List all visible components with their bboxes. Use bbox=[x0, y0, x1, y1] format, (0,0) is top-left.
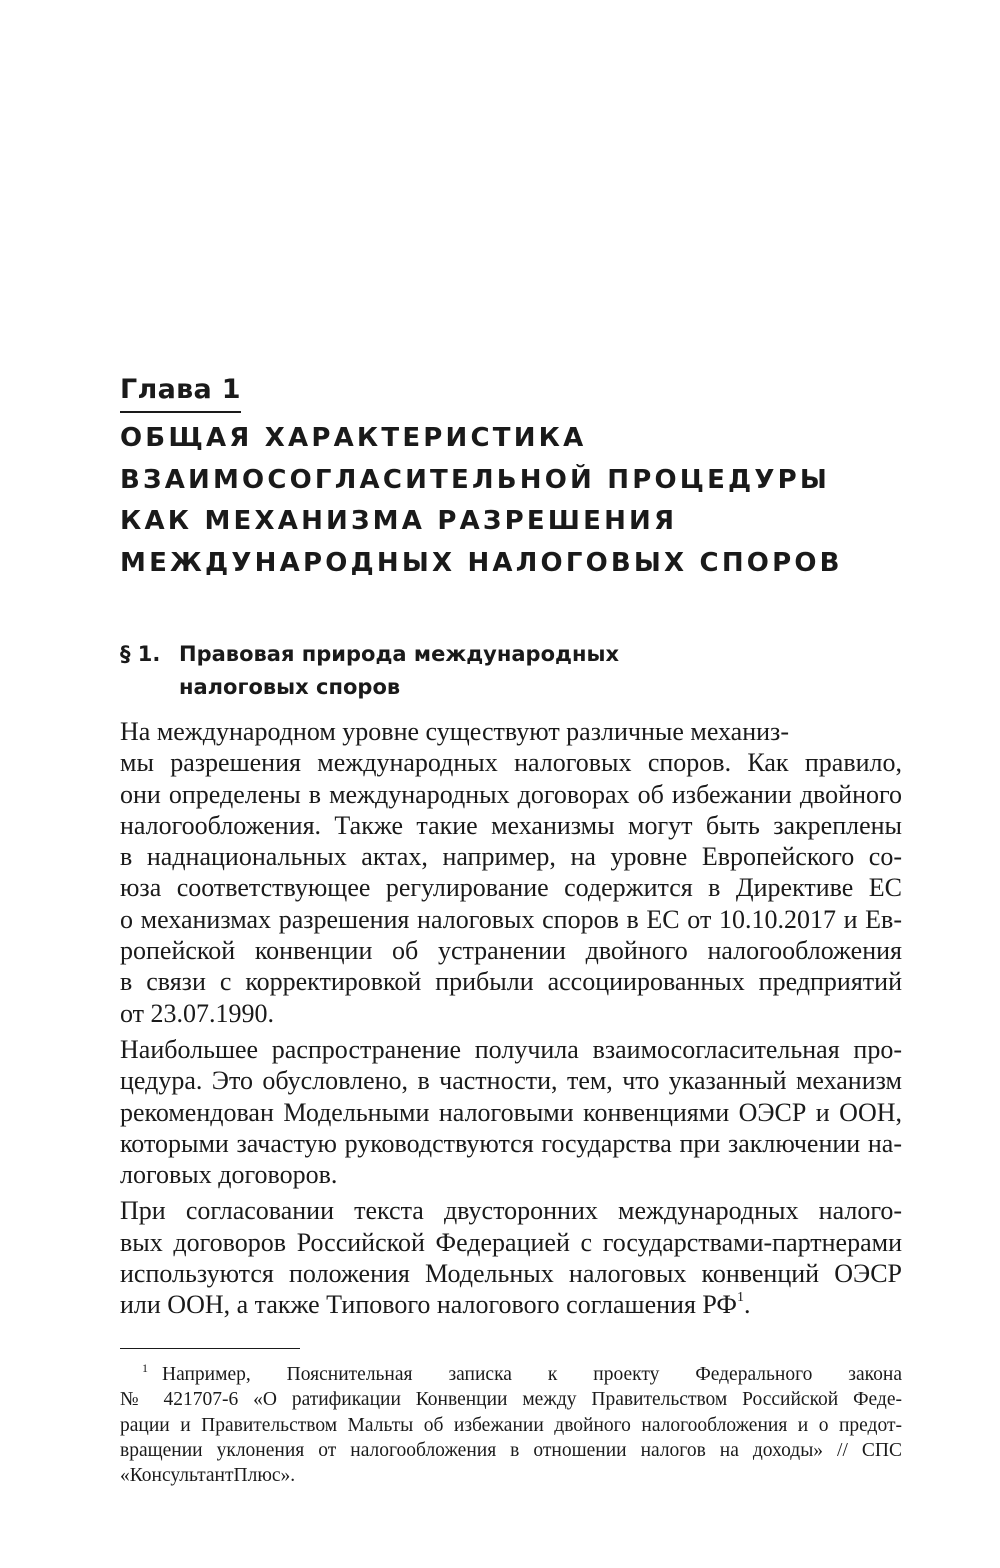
section-heading bbox=[120, 638, 900, 704]
text-line: рекомендован Модельными налоговыми конвенциями ОЭСР и ООН, bbox=[120, 1097, 902, 1127]
text-line: от 23.07.1990. bbox=[120, 998, 275, 1028]
footnote-mark: 1 bbox=[142, 1361, 148, 1375]
paragraph-1 bbox=[120, 716, 902, 1029]
chapter-title-line: МЕЖДУНАРОДНЫХ НАЛОГОВЫХ СПОРОВ bbox=[120, 547, 843, 578]
footnote-line bbox=[120, 1362, 902, 1387]
text-line: Наибольшее распространение получила взаимосогласительная про- bbox=[120, 1034, 902, 1064]
chapter-title-line: КАК МЕХАНИЗМА РАЗРЕШЕНИЯ bbox=[120, 506, 678, 536]
paragraph-2 bbox=[120, 1034, 902, 1190]
section-title-line: Правовая природа международных bbox=[179, 642, 620, 666]
footnote bbox=[120, 1362, 902, 1488]
section-title-line: налоговых споров bbox=[179, 675, 401, 699]
footnote-line: «КонсультантПлюс». bbox=[120, 1465, 296, 1487]
footnote-reference[interactable]: 1 bbox=[736, 1290, 744, 1306]
chapter-title-line: ВЗАИМОСОГЛАСИТЕЛЬНОЙ ПРОЦЕДУРЫ bbox=[120, 464, 831, 495]
text-line: налогообложения. Также такие механизмы могут быть закреплены bbox=[120, 810, 902, 840]
body-text bbox=[120, 716, 902, 1326]
text-line: мы разрешения международных налоговых споров. Как правило, bbox=[120, 748, 902, 778]
chapter-label: Глава 1 bbox=[120, 372, 241, 413]
text-line: которыми зачастую руководствуются государства при заключении на- bbox=[120, 1128, 902, 1158]
text-line: На международном уровне существуют различные механиз- bbox=[120, 717, 789, 746]
footnote-divider bbox=[120, 1348, 300, 1349]
text-line: в связи с корректировкой прибыли ассоциированных предприятий bbox=[120, 967, 902, 997]
section-title bbox=[179, 638, 900, 704]
text-line: логовых договоров. bbox=[120, 1160, 338, 1190]
chapter-title bbox=[120, 418, 920, 584]
text-line: ропейской конвенции об устранении двойного налогообложения bbox=[120, 936, 902, 966]
text-line: о механизмах разрешения налоговых споров в ЕС от 10.10.2017 и Ев- bbox=[120, 904, 902, 934]
text-line-with-footnote bbox=[120, 1289, 902, 1320]
text-line: юза соответствующее регулирование содержится в Директиве ЕС bbox=[120, 873, 902, 903]
text-line: в наднациональных актах, например, на уровне Европейского со- bbox=[120, 842, 902, 872]
text-line: используются положения Модельных налоговых конвенций ОЭСР bbox=[120, 1259, 902, 1289]
sentence-end: . bbox=[743, 1290, 751, 1320]
paragraph-3 bbox=[120, 1195, 902, 1320]
text-line: цедура. Это обусловлено, в частности, тем, что указанный механизм bbox=[120, 1066, 902, 1096]
footnote-line: № 421707-6 «О ратификации Конвенции между Правительством Российской Феде- bbox=[120, 1389, 902, 1411]
footnote-text: Например, Пояснительная записка к проекту Федерального закона bbox=[162, 1364, 902, 1385]
text-line: При согласовании текста двусторонних международных налого- bbox=[120, 1196, 902, 1226]
chapter-title-line: ОБЩАЯ ХАРАКТЕРИСТИКА bbox=[120, 423, 587, 453]
text-line: или ООН, а также Типового налогового соглашения РФ bbox=[120, 1290, 737, 1320]
footnote-line: вращении уклонения от налогообложения в отношении налогов на доходы» // СПС bbox=[120, 1439, 902, 1461]
text-line: они определены в международных договорах об избежании двойного bbox=[120, 779, 902, 809]
text-line: вых договоров Российской Федерацией с государствами-партнерами bbox=[120, 1227, 902, 1257]
section-number: § 1. bbox=[120, 642, 161, 666]
footnote-line: рации и Правительством Мальты об избежании двойного налогообложения и о предот- bbox=[120, 1414, 902, 1436]
